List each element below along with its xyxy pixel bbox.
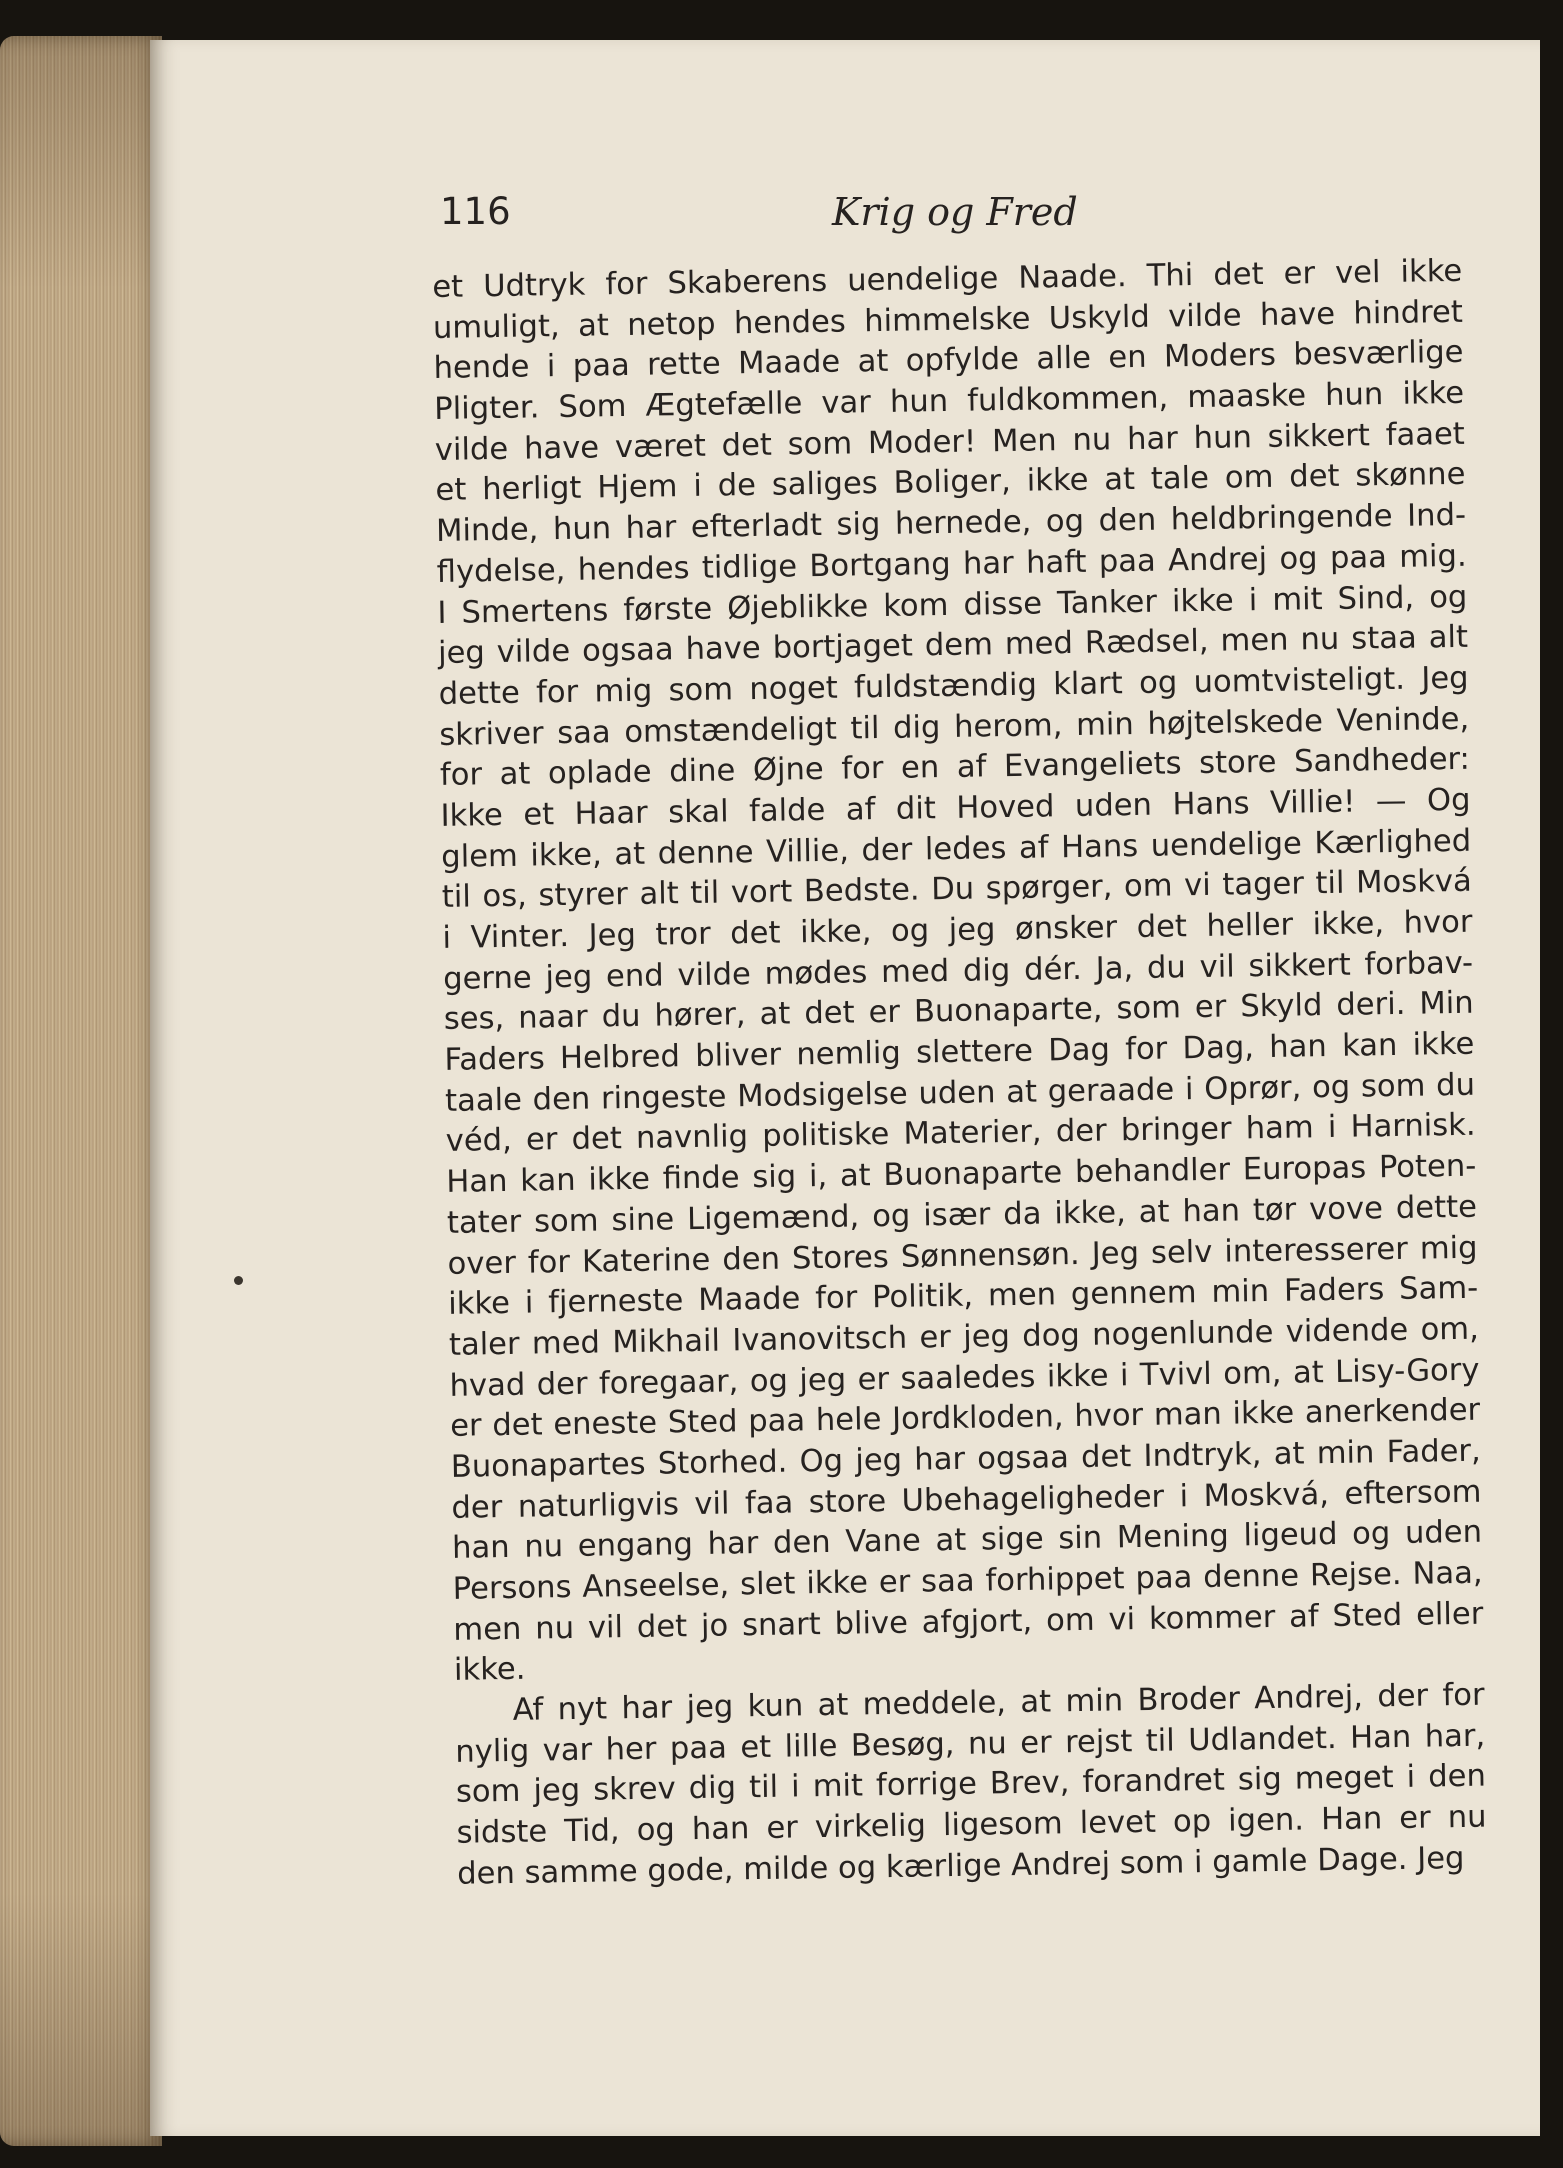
text-line: skriver saa omstændeligt til dig herom, min højtelskede Veninde, (439, 701, 1470, 753)
running-title: Krig og Fred (832, 190, 1078, 234)
text-line: for at oplade dine Øjne for en af Evangeliets store Sandheder: (439, 742, 1471, 794)
text-line: sidste Tid, og han er virkelig ligesom levet op igen. Han er nu (456, 1799, 1487, 1851)
text-line: flydelse, hendes tidlige Bortgang har haft paa Andrej og paa mig. (436, 538, 1467, 590)
text-line: Ikke et Haar skal falde af dit Hoved uden Hans Villie! — Og (440, 782, 1471, 834)
text-line: vilde have været det som Moder! Men nu har hun sikkert faaet (434, 416, 1466, 468)
body-text (432, 252, 1487, 1895)
text-line: Minde, hun har efterladt sig hernede, og den heldbringende Ind- (435, 497, 1467, 550)
text-line: hvad der foregaar, og jeg er saaledes ikke i Tvivl om, at Lisy-Gory (449, 1352, 1480, 1404)
text-line: taler med Mikhail Ivanovitsch er jeg dog nogenlunde vidende om, (448, 1311, 1480, 1363)
text-line: er det eneste Sted paa hele Jordkloden, hvor man ikke anerkender (449, 1392, 1481, 1445)
text-line: gerne jeg end vilde mødes med dig dér. Ja, du vil sikkert forbav- (442, 945, 1474, 997)
text-line: nylig var her paa et lille Besøg, nu er rejst til Udlandet. Han har, (455, 1718, 1486, 1770)
text-line: dette for mig som noget fuldstændig klart og uomtvisteligt. Jeg (438, 660, 1469, 712)
text-line: han nu engang har den Vane at sige sin Mening ligeud og uden (451, 1514, 1483, 1567)
text-line: over for Katerine den Stores Sønnensøn. Jeg selv interesserer mig (447, 1230, 1478, 1282)
text-line: ikke. (453, 1652, 526, 1689)
text-line: I Smertens første Øjeblikke kom disse Tanker ikke i mit Sind, og (437, 579, 1468, 631)
text-line: der naturligvis vil faa store Ubehageligheder i Moskvá, eftersom (451, 1474, 1482, 1526)
text-line: hende i paa rette Maade at opfylde alle en Moders besværlige (433, 335, 1464, 387)
page-edges-shadow (0, 36, 162, 2146)
text-line: et Udtryk for Skaberens uendelige Naade. Thi det er vel ikke (432, 253, 1463, 305)
text-line: Faders Helbred bliver nemlig slettere Dag for Dag, han kan ikke (444, 1026, 1475, 1078)
text-line: et herligt Hjem i de saliges Boliger, ikke at tale om det skønne (435, 457, 1466, 509)
text-line: den samme gode, milde og kærlige Andrej som i gamle Dage. Jeg (456, 1840, 1465, 1892)
text-line: Han kan ikke finde sig i, at Buonaparte behandler Europas Poten- (446, 1148, 1477, 1201)
text-line: glem ikke, at denne Villie, der ledes af Hans uendelige Kærlighed (440, 823, 1472, 875)
text-line: til os, styrer alt til vort Bedste. Du spørger, om vi tager til Moskvá (441, 864, 1473, 916)
margin-dot (234, 1276, 243, 1285)
text-line: i Vinter. Jeg tror det ikke, og jeg ønsker det heller ikke, hvor (442, 904, 1473, 956)
text-line: Buonapartes Storhed. Og jeg har ogsaa det Indtryk, at min Fader, (450, 1433, 1481, 1485)
text-line: jeg vilde ogsaa have bortjaget dem med Rædsel, men nu staa alt (437, 619, 1469, 672)
text-line: tater som sine Ligemænd, og især da ikke, at han tør vove dette (446, 1189, 1478, 1241)
text-line: taale den ringeste Modsigelse uden at geraade i Oprør, og som du (444, 1067, 1476, 1119)
text-line: Af nyt har jeg kun at meddele, at min Broder Andrej, der for (512, 1677, 1485, 1728)
text-line: Pligter. Som Ægtefælle var hun fuldkommen, maaske hun ikke (433, 375, 1465, 428)
page-number: 116 (440, 190, 511, 233)
running-head (440, 186, 1480, 246)
text-line: véd, er det navnlig politiske Materier, der bringer ham i Harnisk. (445, 1108, 1476, 1160)
text-line: ses, naar du hører, at det er Buonaparte, som er Skyld deri. Min (443, 986, 1474, 1038)
text-line: men nu vil det jo snart blive afgjort, om vi kommer af Sted eller (453, 1596, 1484, 1648)
text-line: Persons Anseelse, slet ikke er saa forhippet paa denne Rejse. Naa, (452, 1555, 1483, 1607)
text-line: ikke i fjerneste Maade for Politik, men gennem min Faders Sam- (448, 1270, 1479, 1323)
text-line: umuligt, at netop hendes himmelske Uskyld vilde have hindret (432, 294, 1464, 346)
text-line: som jeg skrev dig til i mit forrige Brev, forandret sig meget i den (455, 1759, 1487, 1811)
